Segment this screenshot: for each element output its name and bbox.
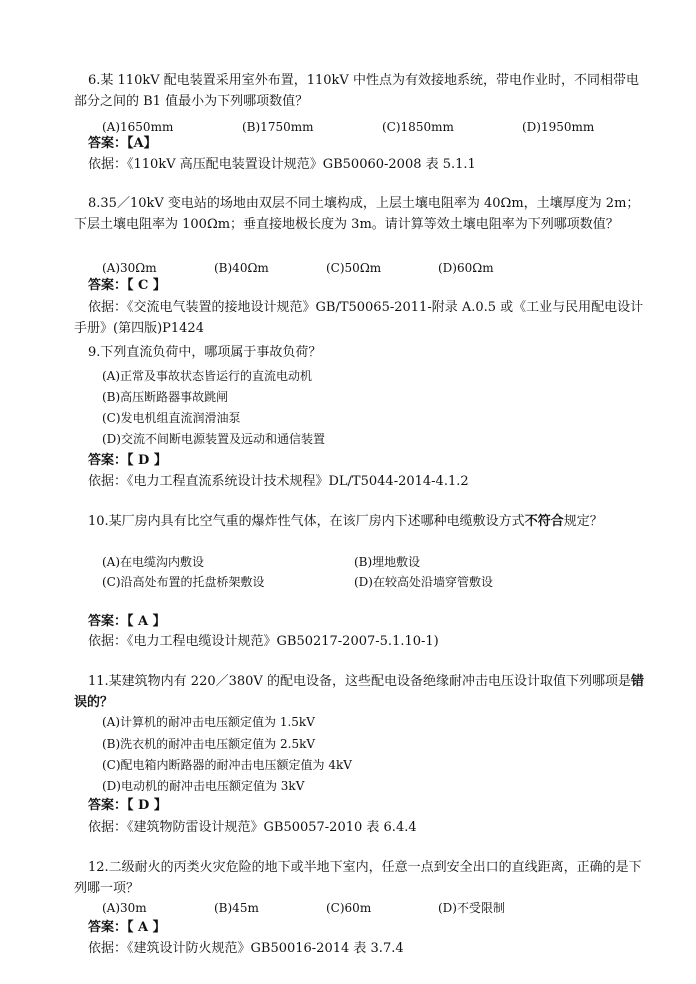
- option-d: (D)电动机的耐冲击电压额定值为 3kV: [102, 779, 305, 793]
- answer: 答案：【 A 】: [88, 920, 166, 935]
- option-a: (A)30m: [102, 901, 147, 915]
- option-d: (D)60Ωm: [438, 261, 494, 275]
- option-b: (B)1750mm: [242, 120, 314, 134]
- option-c: (C)1850mm: [382, 120, 454, 134]
- option-d: (D)1950mm: [522, 120, 595, 134]
- option-c: (C)沿高处布置的托盘桥架敷设: [102, 575, 265, 589]
- basis: 依据：《建筑物防雷设计规范》GB50057-2010 表 6.4.4: [88, 820, 417, 835]
- basis: 依据：《电力工程直流系统设计技术规程》DL/T5044-2014-4.1.2: [88, 474, 469, 489]
- answer: 答案：【A】: [88, 136, 157, 151]
- option-c: (C)60m: [326, 901, 372, 915]
- option-a: (A)正常及事故状态皆运行的直流电动机: [102, 369, 313, 383]
- question-8: 8.35／10kV 变电站的场地由双层不同土壤构成，上层土壤电阻率为 40Ωm，土壤厚度为 2m；下层土壤电阻率为 100Ωm；垂直接地极长度为 3m。请计算等效土壤电阻率为下列哪项数值？: [74, 196, 640, 232]
- answer: 答案：【 D 】: [88, 798, 167, 813]
- option-a: (A)30Ωm: [102, 261, 157, 275]
- option-b: (B)埋地敷设: [354, 555, 421, 569]
- question-6: 6.某 110kV 配电装置采用室外布置，110kV 中性点为有效接地系统，带电作业时，不同相带电部分之间的 B1 值最小为下列哪项数值？: [74, 73, 639, 109]
- answer: 答案：【 A 】: [88, 614, 166, 629]
- basis: 依据：《建筑设计防火规范》GB50016-2014 表 3.7.4: [88, 941, 404, 956]
- option-d: (D)交流不间断电源装置及远动和通信装置: [102, 432, 325, 446]
- question-10: 10.某厂房内具有比空气重的爆炸性气体，在该厂房内下述哪种电缆敷设方式不符合规定？: [88, 514, 603, 529]
- option-b: (B)40Ωm: [214, 261, 269, 275]
- option-b: (B)45m: [214, 901, 259, 915]
- option-c: (C)发电机组直流润滑油泵: [102, 411, 241, 425]
- option-c: (C)50Ωm: [326, 261, 382, 275]
- option-a: (A)计算机的耐冲击电压额定值为 1.5kV: [102, 715, 315, 729]
- question-11: 11.某建筑物内有 220／380V 的配电设备，这些配电设备绝缘耐冲击电压设计取值下列哪项是错误的？: [74, 674, 644, 710]
- option-b: (B)洗衣机的耐冲击电压额定值为 2.5kV: [102, 737, 316, 751]
- answer: 答案：【 C 】: [88, 278, 166, 293]
- option-d: (D)在较高处沿墙穿管敷设: [354, 575, 493, 589]
- option-c: (C)配电箱内断路器的耐冲击电压额定值为 4kV: [102, 758, 352, 772]
- basis: 依据：《110kV 高压配电装置设计规范》GB50060-2008 表 5.1.1: [88, 157, 476, 172]
- option-d: (D)不受限制: [438, 901, 505, 915]
- question-12: 12.二级耐火的丙类火灾危险的地下或半地下室内，任意一点到安全出口的直线距离，正确的是下列哪一项？: [74, 860, 642, 896]
- basis: 依据：《电力工程电缆设计规范》GB50217-2007-5.1.10-1): [88, 634, 439, 649]
- option-a: (A)1650mm: [102, 120, 174, 134]
- basis: 依据：《交流电气装置的接地设计规范》GB/T50065-2011-附录 A.0.5 或《工业与民用配电设计手册》(第四版)P1424: [74, 300, 644, 336]
- answer: 答案：【 D 】: [88, 453, 167, 468]
- option-b: (B)高压断路器事故跳闸: [102, 390, 229, 404]
- question-9: 9.下列直流负荷中，哪项属于事故负荷？: [88, 345, 322, 360]
- option-a: (A)在电缆沟内敷设: [102, 555, 205, 569]
